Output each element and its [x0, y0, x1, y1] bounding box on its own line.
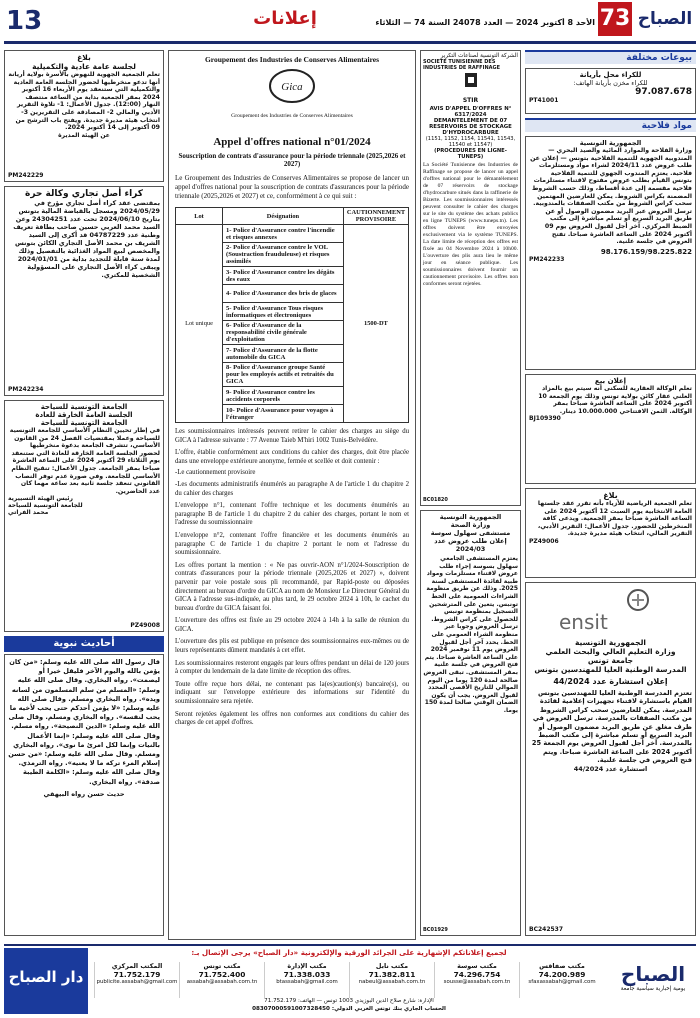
federation-head1: الجامعة التونسية للسياحة [40, 403, 128, 411]
hadith-body: قال رسول الله صلى الله عليه وسلم: «من كان يؤمن بالله واليوم الآخر فليقل خيرا أو ليصمت». رواه البخاري. وقال صلى الله عليه وسلم: «المسلم من سلم المسلمون من لسانه ويده». رواه البخاري ومسلم. وقال صلى الله عليه وسلم: «لا يؤمن أحدكم حتى يحب لأخيه ما يحب لنفسه». رواه البخاري ومسلم. وقال صلى الله عليه وسلم: «الدين النصيحة». رواه مسلم. وقال صلى الله عليه وسلم: «إنما الأعمال بالنيات وإنما لكل امرئ ما نوى». رواه البخاري ومسلم. وقال صلى الله عليه وسلم: «من حسن إسلام المرء تركه ما لا يعنيه». رواه الترمذي. وقال صلى الله عليه وسلم: «الكلمة الطيبة صدقة». رواه البخاري. [8, 658, 160, 786]
business-rental-code: PM242234 [8, 386, 44, 393]
stir-body: La Société Tunisienne des Industries de Raffinage se propose de lancer un appel d'offres national pour le démantèlement de 07 réservoirs de stockage d'hydrocarbure situés dans la raffinerie de Bizerte. Les soumissionnaires intéressés peuvent consulter le cahier des charges sur le site du système des achats publics en ligne TUNEPS (www.tuneps.tn). Les offres doivent être envoyées exclusivement via le système TUNEPS. La date limite de réception des offres est fixée au 04 Novembre 2024 à 10h00. L'ouverture des plis aura lieu le même jour en séance publique. Les soumissionnaires doivent fournir un cautionnement provisoire. Les offres non conformes seront rejetées. [423, 162, 518, 287]
contact-label: مكتب تونس [203, 962, 241, 970]
business-rental-ad [4, 186, 164, 396]
stir-proc: (PROCEDURES EN LIGNE- TUNEPS) [434, 148, 507, 160]
business-rental-title: كراء أصل تجاري وكالة حرة [25, 189, 143, 199]
agri-tender-phones: 98.176.159/98.225.822 [600, 247, 692, 256]
gica-lots-body [176, 225, 409, 423]
table-header-designation: Désignation [223, 208, 344, 225]
footer-contacts [94, 962, 604, 998]
stir-org-fr: SOCIETE TUNISIENNE DES INDUSTRIES DE RAFFINAGE [423, 59, 501, 71]
newspaper-logo[interactable] [598, 2, 696, 38]
gica-p5: L'enveloppe n°1, contenant l'offre technique et les documents énumérés au paragraphe B de l'article 1 du chapitre 2 du cahier des charges, portant le nom et l'adresse du soumissionnaire [175, 502, 409, 527]
table-header-caution: CAUTIONNEMENT PROVISOIRE [343, 208, 408, 225]
stir-logo-text: STIR [462, 97, 479, 104]
column-mid-right [420, 50, 521, 940]
contact-email[interactable]: sousse@assabah.com.tn [443, 979, 511, 985]
designation-cell: 7- Police d'Assurance de la flotte automobile du GICA [223, 345, 344, 363]
hospital-code: BC01929 [423, 927, 448, 933]
federation-sig1: رئيس الهيئة التسييرية [8, 495, 74, 503]
gica-org: Groupement des Industries de Conserves Alimentaires [204, 55, 380, 64]
gica-logo-icon [262, 68, 322, 108]
stir-title: DEMANTELEMENT DE 07 RESERVOIRS DE STOCKAGE D'HYDROCARBURE [429, 118, 512, 136]
contact-phone[interactable]: 74.296.754 [453, 970, 501, 979]
contact-label: مكتب نابل [375, 962, 409, 970]
agri-tender-code: PM242233 [529, 255, 565, 263]
sale-notice-code: BJ109390 [529, 415, 561, 423]
footer-right-logo-text: الصباح [620, 962, 686, 986]
designation-cell: 9- Police d'Assurance contre les accidents corporels [223, 387, 344, 405]
designation-cell: 6- Police d'Assurance de la responsabilité civile générale d'exploitation [223, 321, 344, 345]
association-notice-ad [525, 488, 696, 578]
designation-cell: 3- Police d'Assurance contre les dégâts des eaux [223, 267, 344, 285]
contact-phone[interactable]: 71.338.033 [283, 970, 331, 979]
business-rental-body: بمقتضى عقد كراء أصل تجاري مؤرخ في 2024/05/29 ومسجل بالقباضة المالية بتونس بتاريخ 2024/06/10 تحت عدد 24304251 وعن السيد محمد العربي حسين صاحب بطاقة تعريف وطنية عدد 04787229 قد أكرى إلى السيد الشريف بن محمد الأصل التجاري الكائن بتونس والمخصص لبيع المواد الغذائية بالتفصيل وذلك لمدة سنة قابلة للتجديد بداية من 2024/01/01 ويبقى كراء الأصل التجاري على المسؤولية الشخصية للمكتري. [13, 199, 160, 279]
gica-subtitle: Souscription de contrats d'assurance pour la période triennale (2025,2026 et 2027) [178, 152, 406, 168]
federation-code: PZ49008 [130, 622, 160, 629]
gica-p4: -Les documents administratifs énumérés au paragraphe A de l'article 1 du chapitre 2 du cahier des charges [175, 480, 409, 497]
gica-intro: Le Groupement des Industries de Conserves Alimentaires se propose de lancer un appel d'offres national pour la souscription de contrats d'assurances pour la période triennale (2025,2026 et 2027) et ce, conformément à ce qui suit : [175, 174, 409, 200]
gica-logo [175, 68, 409, 128]
agri-title: مواد فلاحية [641, 121, 692, 131]
table-header-lot: Lot [176, 208, 223, 225]
table-row [176, 225, 409, 243]
agri-tender-body: وزارة الفلاحة والموارد المائية والصيد البحري — المندوبية الجهوية للتنمية الفلاحية بتونس — إعلان عن طلب عروض عدد 2024/11 لشراء مواد ومستلزمات فلاحية. يعتزم المندوب الجهوي للتنمية الفلاحية بتونس القيام بطلب عروض مفتوح لاقتناء مستلزمات فلاحية مقسمة إلى عدة أقساط، وذلك حسب الشروط المضمنة بكراس الشروط. يمكن للعارضين المهتمين سحب كراس الشروط من مكتب الصفقات بالمندوبية. ترسل العروض عبر البريد مضمون الوصول أو عن طريق البريد السريع أو تسلم مباشرة إلى مكتب الضبط المركزي. آخر أجل لقبول العروض يوم 09 أكتوبر 2024 على الساعة العاشرة صباحا. تفتح العروض في جلسة علنية. [530, 147, 692, 246]
gica-p3: -Le cautionnement provisoire [175, 469, 256, 477]
ensit-code: BC242537 [529, 926, 564, 933]
gica-p12: Seront rejetées également les offres non conformes aux conditions du cahier des charges de cet appel d'offres. [175, 710, 409, 727]
sale-notice-ad [525, 374, 696, 484]
designation-cell: 10- Police d'Assurance pour voyages à l'étranger [223, 405, 344, 423]
designation-cell: 1- Police d'Assurance contre l'incendie et risques annexes [223, 225, 344, 243]
contact-label: المكتب المركزي [111, 962, 163, 970]
sale-notice-head: إعلان بيع [594, 377, 627, 385]
contact-block [94, 962, 179, 998]
contact-email[interactable]: btassabah@gmail.com [276, 979, 338, 985]
rental-ad-phone: 97.087.678 [635, 87, 692, 97]
stir-logo [423, 71, 518, 97]
footer-admin: الإدارة: شارع صلاح الدين البوزيدي 1003 تونس — الهاتف: 71.752.179 [264, 998, 434, 1004]
hospital-head3: مستشفى سهلول سوسة [430, 529, 511, 537]
contact-email[interactable]: publicite.assabah@gmail.com [96, 979, 178, 985]
hadith-header [4, 636, 164, 652]
designation-cell: 8- Police d'Assurance groupe Santé pour les employés actifs et retraités du GICA [223, 363, 344, 387]
meeting-head: بلاغ [77, 53, 91, 62]
footer-account: الحساب الجاري بنك تونس العربي الدولي: 08307000591007328450 [252, 1006, 446, 1012]
caution-cell: 1500-DT [343, 225, 408, 423]
ensit-head1: الجمهورية التونسية [575, 638, 646, 647]
meeting-code: PM242229 [8, 172, 44, 179]
designation-cell: 2- Police d'Assurance contre le VOL (Soustraction frauduleuse) et risques assimilés [223, 243, 344, 267]
stir-org-ar: الشركة التونسية لصناعات التكرير [440, 53, 518, 59]
contact-phone[interactable]: 74.200.989 [538, 970, 586, 979]
gica-tender-ad [168, 50, 416, 940]
rental-ad-title: للكراء محل بأريانة [579, 71, 642, 79]
footer [4, 944, 696, 1016]
contact-block [434, 962, 519, 998]
gica-p11: Toute offre reçue hors délai, ne contenant pas la(es)caution(s) bancaire(s), ou indiquant sur l'enveloppe extérieure des informations sur l'identité du soumissionnaire sera rejetée. [175, 680, 409, 706]
agri-tender-head: الجمهورية التونسية [579, 139, 642, 147]
stir-tender-ad [420, 50, 521, 506]
ensit-body: تعتزم المدرسة الوطنية العليا للمهندسين بتونس القيام باستشارة لاقتناء تجهيزات إعلامية لفائدة المدرسة. يمكن للعارضين سحب كراس الشروط من مكتب الصفقات بالمدرسة. ترسل العروض في ظرف مغلق عن طريق البريد مضمون الوصول أو البريد السريع أو تسلم مباشرة إلى مكتب الضبط بالمدرسة. آخر أجل لقبول العروض يوم الجمعة 25 أكتوبر 2024 على الساعة العاشرة صباحا. ويتم فتح العروض في جلسة علنية. [531, 689, 692, 765]
ensit-head3: جامعة تونس [587, 656, 634, 665]
ensit-logo-text: ensit [559, 610, 608, 634]
hospital-tender-ad [420, 510, 521, 936]
contact-block [179, 962, 264, 998]
agri-header [525, 118, 696, 132]
column-left [4, 50, 164, 940]
association-notice-head: بلاغ [603, 491, 618, 500]
contact-block [519, 962, 604, 998]
ensit-head4: المدرسة الوطنية العليا للمهندسين بتونس [534, 665, 687, 674]
federation-body: في إطار تحيين النظام الأساسي للجامعة التونسية للسياحة وعملا بمقتضيات الفصل 24 من القانون الأساسي، تتشرف الجامعة بدعوة منخرطيها لحضور الجلسة العامة الخارقة للعادة التي ستنعقد يوم الثلاثاء 29 أكتوبر 2024 على الساعة العاشرة صباحا بمقر الجامعة. جدول الأعمال: تنقيح النظام الأساسي للجامعة. وفي صورة عدم توفر النصاب القانوني تنعقد جلسة ثانية بعد ساعة مهما كان عدد الحاضرين. [9, 427, 160, 495]
stir-sub: (1151, 1152, 1154, 11541, 11543, 11540 et 11547) [425, 136, 516, 148]
sale-notice-body: تعلم الوكالة العقارية للسكنى أنه سيتم بيع بالمزاد العلني عقار كائن بولاية تونس وذلك يوم الجمعة 10 أكتوبر 2024 على الساعة العاشرة صباحا بمقر الوكالة. الثمن الافتتاحي 10.000.000 دينار. [538, 385, 692, 415]
stir-code: BC01820 [423, 497, 448, 503]
gica-p6: L'enveloppe n°2, contenant l'offre financière et les documents énumérés au paragraphe C de l'article 1 du chapitre 2 portant le nom et l'adresse du soumissionnaire. [175, 531, 409, 557]
hospital-title: إعلان طلب عروض عدد 2024/03 [434, 537, 507, 553]
logo-text: الصباح [637, 9, 693, 29]
stir-aao: AVIS D'APPEL D'OFFRES N° 6317/2024 [429, 106, 512, 118]
meeting-body: تعلم الجمعية الجهوية للنهوض بالأسرة بولاية أريانة أنها تدعو منخرطيها لحضور الجلسة العامة العادية والتكميلية التي ستنعقد يوم الأربعاء 16 أكتوبر 2024 بمقر الجمعية بداية من الساعة منتصف النهار (12:00). جدول الأعمال: 1- تلاوة التقرير الأدبي والمالي 2- المصادقة على التقريرين 3- انتخاب هيئة مديرة جديدة. ويفتح باب الترشح من 09 أكتوبر إلى 14 أكتوبر 2024. [8, 71, 160, 132]
gica-p2: L'offre, établie conformément aux conditions du cahier des charges, doit être placée dans une enveloppe extérieure anonyme, fermée et scellée et doit contenir : [175, 449, 409, 465]
rental-ad-code: PT41001 [529, 97, 559, 104]
association-notice-code: PZ49006 [529, 537, 559, 545]
contact-email[interactable]: sfaxassabah@gmail.com [528, 979, 596, 985]
logo-number-badge: 73 [598, 2, 632, 36]
meeting-title: لجلسة عامة عادية والتكميلية [32, 62, 136, 71]
hospital-head2: وزارة الصحة [450, 521, 491, 529]
meeting-sig: عن الهيئة المديرة [58, 131, 110, 139]
federation-head3: الجامعة التونسية للسياحة [40, 419, 128, 427]
hadith-box [4, 654, 164, 936]
designation-cell: 4- Police d'Assurance des bris de glaces [223, 285, 344, 303]
lot-cell: Lot unique [176, 225, 223, 423]
hadith-sig: حديث حسن رواه البيهقي [43, 789, 125, 798]
dateline: الأحد 8 أكتوبر 2024 — العدد 24078 السنة 74 — الثلاثاء [375, 18, 595, 27]
stir-logo-icon [451, 71, 491, 97]
footer-left-logo-text: دار الصباح [8, 968, 84, 986]
section-title: إعلانات [253, 8, 317, 29]
agri-tender-ad [525, 136, 696, 370]
contact-block [349, 962, 434, 998]
federation-sig3: محمد الفراتي [8, 509, 49, 517]
gica-p9: L'ouverture des plis est publique en présence des soumissionnaires eux-mêmes ou de leurs représentants dûment mandatés à cet effet. [175, 638, 409, 655]
federation-sig2: للجامعة التونسية للسياحة [8, 502, 83, 510]
footer-left-logo[interactable] [4, 948, 88, 1014]
gica-p1: Les soumissionnaires intéressés peuvent retirer le cahier des charges au siège du GICA à l'adresse suivante : 77 Avenue Taieb M'hiri 1002 Tunis-Belvédère. [175, 428, 409, 444]
federation-head2: الجلسة العامة الخارقة للعادة [35, 411, 133, 419]
meeting-notice-ad [4, 50, 164, 182]
header-divider [4, 41, 696, 44]
contact-label: مكتب صفاقس [539, 962, 585, 970]
contact-label: مكتب سوسة [457, 962, 497, 970]
gica-logo-sub: Groupement des Industries de Conserves Alimentaires [231, 113, 353, 119]
rental-ad [525, 68, 696, 114]
hospital-head1: الجمهورية التونسية [439, 513, 502, 521]
ensit-head2: وزارة التعليم العالي والبحث العلمي [545, 647, 676, 656]
hadith-title: أحاديث نبوية [53, 638, 115, 649]
contact-phone[interactable]: 71.752.400 [198, 970, 246, 979]
footer-right-logo[interactable] [610, 948, 696, 1014]
rental-ad-body: للكراء مخزن بأريانة الهاتف: [573, 79, 648, 87]
classified-header [525, 50, 696, 64]
ensit-title: إعلان استشارة عدد 44/2024 [553, 677, 668, 686]
gica-p8: L'ouverture des offres est fixée au 29 octobre 2024 à 14h à la salle de réunion du GICA. [175, 617, 409, 633]
gica-title: Appel d'offres national n°01/2024 [213, 136, 371, 148]
designation-cell: 5- Police d'Assurance Tous risques informatiques et électroniques [223, 303, 344, 321]
svg-text:Gica: Gica [281, 81, 303, 93]
column-right [525, 50, 696, 940]
gica-p7: Les offres portant la mention : « Ne pas ouvrir-AON n°1/2024-Souscription de contrats d'assurances pour la période triennale (2025,2026 et 2027) », doivent parvenir par voie postale sous pli recommandé, par Rapid-poste ou déposées directement au bureau d'ordre du GICA au nom de Monsieur Le Directeur Général du GICA à l'adresse sus-indiquée, au plus tard, le 29 octobre 2024 à 10h, le cachet du bureau d'ordre du GICA faisant foi. [175, 561, 409, 612]
classified-title: بيوعات مختلفة [626, 53, 692, 63]
contact-phone[interactable]: 71.382.811 [368, 970, 416, 979]
contact-phone[interactable]: 71.752.179 [113, 970, 161, 979]
contact-email[interactable]: nabeul@assabah.com.tn [358, 979, 426, 985]
federation-notice-ad [4, 400, 164, 632]
ensit-consultation-ad [525, 582, 696, 936]
gica-lots-table [175, 207, 409, 423]
ensit-ref: استشارة عدد 44/2024 [573, 764, 648, 773]
contact-label: مكتب الإدارة [287, 962, 327, 970]
association-notice-body: تعلم الجمعية الرياضية للأزياء بأنه تقرر عقد جلستها العامة الانتخابية يوم السبت 12 أكتوبر 2024 على الساعة العاشرة صباحا بمقر الجمعية. ويدعى كافة المنخرطين للحضور. جدول الأعمال: التقرير الأدبي، التقرير المالي، انتخاب هيئة مديرة جديدة. [537, 500, 692, 538]
footer-right-logo-sub: يومية إخبارية سياسية جامعة [620, 986, 686, 992]
contact-email[interactable]: assabah@assabah.com.tn [186, 979, 258, 985]
ensit-logo [529, 586, 692, 638]
footer-tagline: لجميع إعلاناتكم الإشهارية على الجرائد الورقية والإلكترونية «دار الصباح» يرجى الإتصال بـ: [191, 948, 507, 957]
hospital-body: يعتزم المستشفى الجامعي سهلول بسوسة إجراء طلب عروض لاقتناء مستلزمات ومواد طبية لفائدة المستشفى لسنة 2025. وذلك عن طريق منظومة الشراءات العمومية على الخط تونبس. يتعين على المترشحين التسجيل بمنظومة تونبس للحصول على كراس الشروط. ترسل العروض وجوبا عبر منظومة الشراء العمومي على الخط. يحدد آخر أجل لقبول العروض يوم 11 نوفمبر 2024 على الساعة العاشرة صباحا. يتم فتح العروض في جلسة علنية بمقر المستشفى. تبقى العروض صالحة لمدة 120 يوما من اليوم الموالي للتاريخ الأقصى المحدد لقبول العروض. يجب أن يكون الضمان الوقتي صالحا لمدة 150 يوما. [423, 555, 518, 714]
gica-p10: Les soumissionnaires resteront engagés par leurs offres pendant un délai de 120 jours à compter du lendemain de la date limite de réception des offres. [175, 659, 409, 676]
contact-block [264, 962, 349, 998]
page-number: 13 [6, 6, 43, 36]
